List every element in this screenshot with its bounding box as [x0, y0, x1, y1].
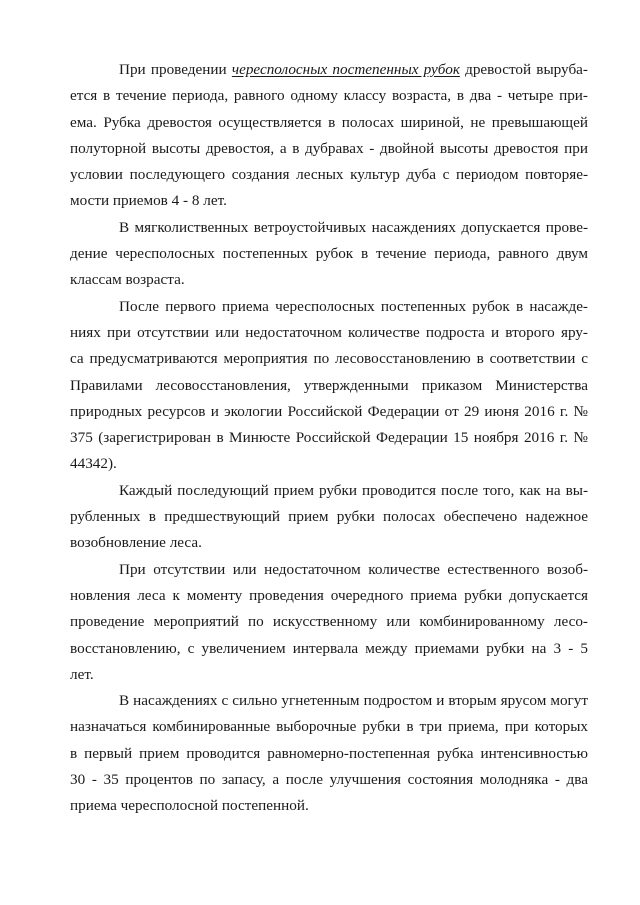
paragraph-line: природных ресурсов и экологии Российской Федерации от 29 июня 2016 г. №: [70, 402, 588, 420]
paragraph-line: 44342).: [70, 455, 117, 473]
paragraph-line: мости приемов 4 - 8 лет.: [70, 192, 227, 210]
paragraph-line: рубленных в предшествующий прием рубки полосах обеспечено надежное: [70, 508, 588, 526]
paragraph-line: После первого приема чересполосных постепенных рубок в насажде-: [119, 297, 588, 315]
paragraph-line: са предусматриваются мероприятия по лесовосстановлению в соответствии с: [70, 350, 588, 368]
paragraph-line: Правилами лесовосстановления, утвержденными приказом Министерства: [70, 376, 588, 394]
paragraph-line: назначаться комбинированные выборочные рубки в три приема, при которых: [70, 718, 588, 736]
paragraph-6: [70, 688, 588, 819]
paragraph-4: [70, 478, 588, 557]
paragraph-line: дение чересполосных постепенных рубок в течение периода, равного двум: [70, 245, 588, 263]
paragraph-5: [70, 557, 588, 688]
paragraph-line: ема. Рубка древостоя осуществляется в полосах шириной, не превышающей: [70, 113, 588, 131]
paragraph-line: [70, 57, 588, 83]
paragraph-3: [70, 294, 588, 478]
text-run: древостой выруба-: [459, 61, 588, 78]
paragraph-line: 30 - 35 процентов по запасу, а после улучшения состояния молодняка - два: [70, 771, 588, 789]
paragraph-line: проведение мероприятий по искусственному или комбинированному лесо-: [70, 613, 588, 631]
paragraph-line: возобновление леса.: [70, 534, 202, 552]
paragraph-line: условии последующего создания лесных культур дуба с периодом повторяе-: [70, 166, 588, 184]
paragraph-line: классам возраста.: [70, 271, 185, 289]
paragraph-line: При отсутствии или недостаточном количестве естественного возоб-: [119, 560, 588, 578]
paragraph-line: ниях при отсутствии или недостаточном количестве подроста и второго яру-: [70, 323, 588, 341]
text-run: При проведении: [119, 61, 232, 78]
paragraph-2: [70, 215, 588, 294]
paragraph-line: новления леса к моменту проведения очередного приема рубки допускается: [70, 586, 588, 604]
paragraph-1: [70, 57, 588, 215]
paragraph-line: 375 (зарегистрирован в Минюсте Российской Федерации 15 ноября 2016 г. №: [70, 429, 588, 447]
paragraph-line: ется в течение периода, равного одному классу возраста, в два - четыре при-: [70, 87, 588, 105]
document-body: [70, 57, 588, 820]
paragraph-line: в первый прием проводится равномерно-постепенная рубка интенсивностью: [70, 744, 588, 762]
paragraph-line: лет.: [70, 665, 94, 683]
paragraph-line: восстановлению, с увеличением интервала между приемами рубки на 3 - 5: [70, 639, 588, 657]
paragraph-line: Каждый последующий прием рубки проводится после того, как на вы-: [119, 481, 588, 499]
paragraph-line: полуторной высоты древостоя, а в дубравах - двойной высоты древостоя при: [70, 139, 588, 157]
term-link[interactable]: чересполосных постепенных рубок: [231, 61, 460, 78]
paragraph-line: В мягколиственных ветроустойчивых насаждениях допускается прове-: [119, 218, 588, 236]
paragraph-line: приема чересполосной постепенной.: [70, 797, 309, 815]
paragraph-line: В насаждениях с сильно угнетенным подростом и вторым ярусом могут: [119, 692, 588, 710]
